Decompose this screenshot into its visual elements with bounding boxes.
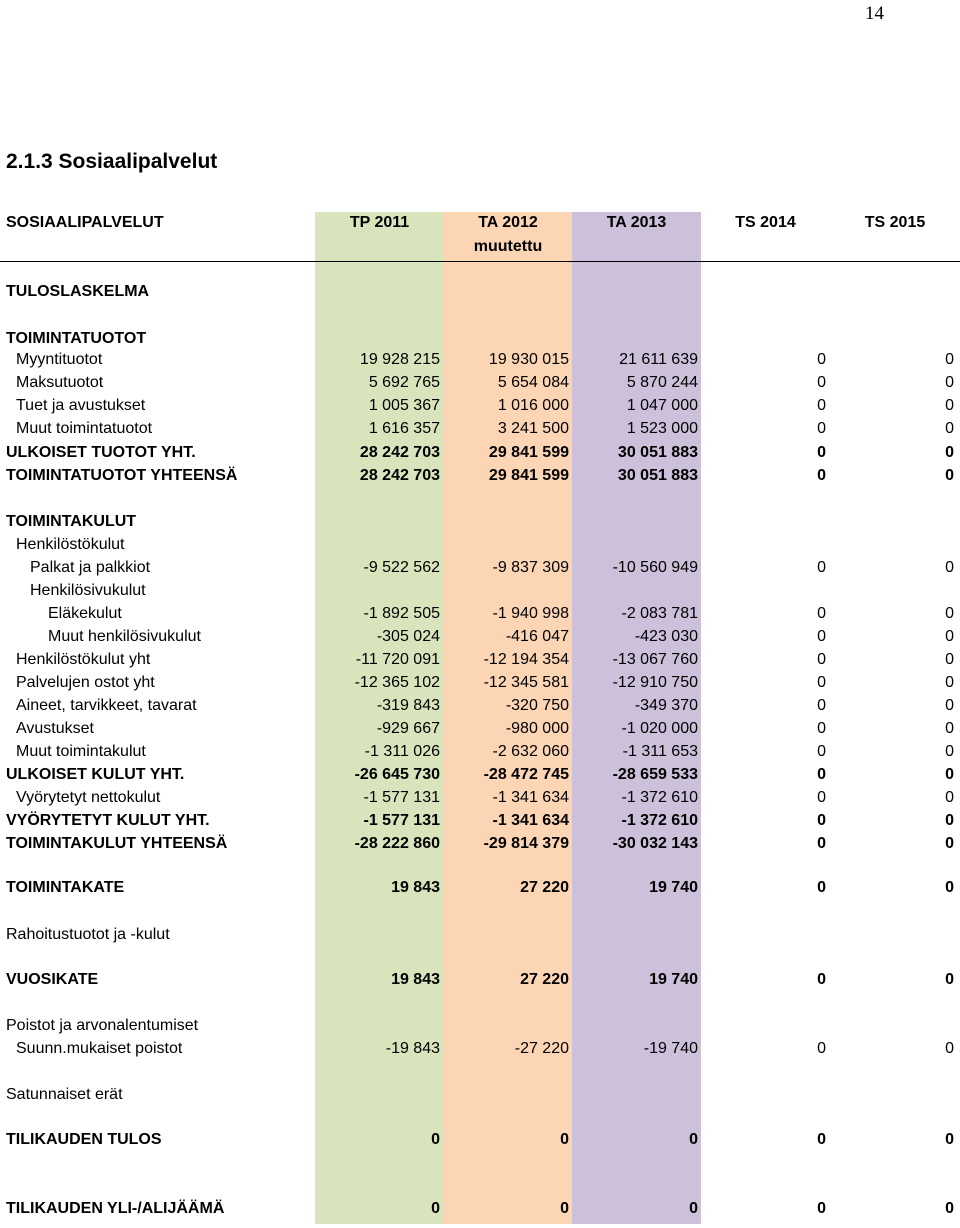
cell-value: 3 241 500 xyxy=(497,420,569,437)
cell-value: 0 xyxy=(945,559,954,576)
cell-value: 19 928 215 xyxy=(359,351,440,368)
cell-value: -19 843 xyxy=(385,1040,440,1057)
cell-value: 0 xyxy=(945,971,954,988)
page-number: 14 xyxy=(865,3,884,24)
cell-value: 0 xyxy=(560,1131,569,1148)
cell-value: 0 xyxy=(817,628,826,645)
cell-value: 0 xyxy=(689,1200,698,1217)
row-label: Muut henkilösivukulut xyxy=(48,628,201,645)
table-row xyxy=(0,534,960,556)
row-label: Rahoitustuotot ja -kulut xyxy=(6,926,170,943)
cell-value: -12 910 750 xyxy=(612,674,698,691)
table-row xyxy=(0,695,960,717)
cell-value: -27 220 xyxy=(514,1040,569,1057)
cell-value: -26 645 730 xyxy=(354,766,440,783)
row-label: VUOSIKATE xyxy=(6,971,99,988)
cell-value: -416 047 xyxy=(505,628,569,645)
cell-value: 19 930 015 xyxy=(488,351,569,368)
cell-value: -28 472 745 xyxy=(483,766,569,783)
cell-value: 19 843 xyxy=(391,879,440,896)
cell-value: -320 750 xyxy=(505,697,569,714)
table-row xyxy=(0,672,960,694)
row-label: Suunn.mukaiset poistot xyxy=(16,1040,183,1057)
cell-value: -19 740 xyxy=(643,1040,698,1057)
cell-value: -30 032 143 xyxy=(612,835,698,852)
cell-value: 29 841 599 xyxy=(488,467,569,484)
cell-value: -929 667 xyxy=(376,720,440,737)
cell-value: 0 xyxy=(817,444,826,461)
cell-value: 0 xyxy=(945,789,954,806)
column-header-ta-2013: TA 2013 xyxy=(606,214,667,231)
cell-value: 27 220 xyxy=(520,971,569,988)
row-label: Myyntituotot xyxy=(16,351,103,368)
cell-value: 0 xyxy=(945,766,954,783)
row-label: Satunnaiset erät xyxy=(6,1086,123,1103)
table-row xyxy=(0,924,960,946)
cell-value: 0 xyxy=(945,743,954,760)
cell-value: 0 xyxy=(817,397,826,414)
cell-value: 0 xyxy=(945,420,954,437)
cell-value: -1 940 998 xyxy=(492,605,569,622)
cell-value: 0 xyxy=(431,1200,440,1217)
row-label: Muut toimintakulut xyxy=(16,743,146,760)
cell-value: 0 xyxy=(431,1131,440,1148)
cell-value: 0 xyxy=(817,374,826,391)
cell-value: 0 xyxy=(817,674,826,691)
cell-value: 1 616 357 xyxy=(368,420,440,437)
cell-value: -1 577 131 xyxy=(363,789,440,806)
table-row xyxy=(0,281,960,303)
cell-value: -305 024 xyxy=(376,628,440,645)
cell-value: 0 xyxy=(945,674,954,691)
row-label: Aineet, tarvikkeet, tavarat xyxy=(16,697,197,714)
table-row xyxy=(0,626,960,648)
cell-value: -12 345 581 xyxy=(483,674,569,691)
cell-value: 0 xyxy=(817,351,826,368)
cell-value: 19 740 xyxy=(649,971,698,988)
row-label: Vyörytetyt nettokulut xyxy=(16,789,161,806)
cell-value: -423 030 xyxy=(634,628,698,645)
cell-value: 0 xyxy=(817,789,826,806)
column-header-ta-2012: TA 2012 xyxy=(478,214,538,231)
table-row xyxy=(0,1129,960,1151)
cell-value: 0 xyxy=(817,720,826,737)
table-row xyxy=(0,1038,960,1060)
table-row xyxy=(0,764,960,786)
table-row xyxy=(0,810,960,832)
column-subheader-ta-2012: muutettu xyxy=(473,238,543,255)
row-label: Henkilösivukulut xyxy=(30,582,146,599)
table-row xyxy=(0,1198,960,1220)
cell-value: -980 000 xyxy=(505,720,569,737)
table-row xyxy=(0,718,960,740)
cell-value: 0 xyxy=(817,971,826,988)
row-label: TOIMINTAKULUT xyxy=(6,513,137,530)
row-label: Henkilöstökulut yht xyxy=(16,651,151,668)
cell-value: -1 372 610 xyxy=(621,812,698,829)
cell-value: -1 020 000 xyxy=(621,720,698,737)
cell-value: 0 xyxy=(817,835,826,852)
table-row xyxy=(0,603,960,625)
table-row xyxy=(0,349,960,371)
cell-value: 0 xyxy=(817,697,826,714)
table-row xyxy=(0,580,960,602)
cell-value: -1 577 131 xyxy=(363,812,440,829)
cell-value: 0 xyxy=(945,720,954,737)
row-label: VYÖRYTETYT KULUT YHT. xyxy=(6,812,210,829)
cell-value: 0 xyxy=(560,1200,569,1217)
row-label: TOIMINTATUOTOT YHTEENSÄ xyxy=(6,467,238,484)
cell-value: 27 220 xyxy=(520,879,569,896)
cell-value: 0 xyxy=(945,1131,954,1148)
row-label: TOIMINTATUOTOT xyxy=(6,330,147,347)
cell-value: 0 xyxy=(945,397,954,414)
cell-value: 5 654 084 xyxy=(497,374,569,391)
cell-value: 0 xyxy=(945,651,954,668)
cell-value: 0 xyxy=(689,1131,698,1148)
cell-value: -9 522 562 xyxy=(363,559,440,576)
cell-value: 0 xyxy=(817,420,826,437)
cell-value: 30 051 883 xyxy=(617,444,698,461)
cell-value: 0 xyxy=(945,812,954,829)
table-row xyxy=(0,328,960,350)
row-label: Tuet ja avustukset xyxy=(16,397,146,414)
cell-value: -10 560 949 xyxy=(612,559,698,576)
column-header-ts-2014: TS 2014 xyxy=(735,214,796,231)
cell-value: -28 659 533 xyxy=(612,766,698,783)
row-label: TILIKAUDEN TULOS xyxy=(6,1131,162,1148)
row-label: TULOSLASKELMA xyxy=(6,283,150,300)
row-label: Henkilöstökulut xyxy=(16,536,125,553)
cell-value: 5 870 244 xyxy=(626,374,698,391)
cell-value: 0 xyxy=(817,651,826,668)
cell-value: 0 xyxy=(817,812,826,829)
row-label: TOIMINTAKATE xyxy=(6,879,125,896)
row-label: Eläkekulut xyxy=(48,605,122,622)
cell-value: -2 632 060 xyxy=(492,743,569,760)
table-row xyxy=(0,787,960,809)
cell-value: 0 xyxy=(817,743,826,760)
header-divider xyxy=(0,261,960,262)
cell-value: 0 xyxy=(817,1131,826,1148)
cell-value: 0 xyxy=(945,467,954,484)
cell-value: 0 xyxy=(945,444,954,461)
section-title: 2.1.3 Sosiaalipalvelut xyxy=(6,150,218,173)
cell-value: -12 194 354 xyxy=(483,651,569,668)
cell-value: -319 843 xyxy=(376,697,440,714)
cell-value: -29 814 379 xyxy=(483,835,569,852)
table-row xyxy=(0,465,960,487)
cell-value: -13 067 760 xyxy=(612,651,698,668)
table-row xyxy=(0,833,960,855)
table-row xyxy=(0,372,960,394)
cell-value: -349 370 xyxy=(634,697,698,714)
cell-value: 0 xyxy=(817,766,826,783)
cell-value: 0 xyxy=(817,559,826,576)
row-label: TILIKAUDEN YLI-/ALIJÄÄMÄ xyxy=(6,1200,225,1217)
cell-value: 0 xyxy=(817,605,826,622)
table-row xyxy=(0,1084,960,1106)
cell-value: 30 051 883 xyxy=(617,467,698,484)
cell-value: -12 365 102 xyxy=(354,674,440,691)
cell-value: 0 xyxy=(945,605,954,622)
cell-value: -28 222 860 xyxy=(354,835,440,852)
table-row xyxy=(0,395,960,417)
cell-value: 0 xyxy=(945,835,954,852)
row-label: Muut toimintatuotot xyxy=(16,420,153,437)
cell-value: 29 841 599 xyxy=(488,444,569,461)
cell-value: 0 xyxy=(817,1040,826,1057)
table-row xyxy=(0,649,960,671)
cell-value: -2 083 781 xyxy=(621,605,698,622)
row-label: Avustukset xyxy=(16,720,94,737)
cell-value: -1 372 610 xyxy=(621,789,698,806)
cell-value: 28 242 703 xyxy=(359,467,440,484)
cell-value: 0 xyxy=(945,697,954,714)
cell-value: 28 242 703 xyxy=(359,444,440,461)
cell-value: 0 xyxy=(945,1200,954,1217)
cell-value: 0 xyxy=(817,1200,826,1217)
cell-value: -1 311 026 xyxy=(364,743,440,760)
cell-value: -1 892 505 xyxy=(363,605,440,622)
cell-value: 1 016 000 xyxy=(497,397,569,414)
cell-value: 21 611 639 xyxy=(619,351,698,368)
cell-value: -11 720 091 xyxy=(355,651,440,668)
cell-value: -1 311 653 xyxy=(622,743,698,760)
cell-value: 1 523 000 xyxy=(626,420,698,437)
row-label: Maksutuotot xyxy=(16,374,104,391)
row-label: TOIMINTAKULUT YHTEENSÄ xyxy=(6,835,228,852)
cell-value: 19 740 xyxy=(649,879,698,896)
table-row xyxy=(0,557,960,579)
cell-value: -9 837 309 xyxy=(492,559,569,576)
cell-value: 1 005 367 xyxy=(368,397,440,414)
row-label: ULKOISET TUOTOT YHT. xyxy=(6,444,196,461)
cell-value: -1 341 634 xyxy=(492,789,569,806)
cell-value: 0 xyxy=(945,351,954,368)
cell-value: -1 341 634 xyxy=(492,812,569,829)
table-row xyxy=(0,418,960,440)
table-row xyxy=(0,511,960,533)
column-header-ts-2015: TS 2015 xyxy=(864,214,926,231)
cell-value: 0 xyxy=(945,1040,954,1057)
table-row xyxy=(0,741,960,763)
table-row xyxy=(0,969,960,991)
cell-value: 1 047 000 xyxy=(626,397,698,414)
cell-value: 0 xyxy=(945,628,954,645)
table-title: SOSIAALIPALVELUT xyxy=(6,214,164,231)
row-label: ULKOISET KULUT YHT. xyxy=(6,766,185,783)
cell-value: 0 xyxy=(945,374,954,391)
cell-value: 0 xyxy=(945,879,954,896)
table-row xyxy=(0,1015,960,1037)
cell-value: 19 843 xyxy=(391,971,440,988)
column-header-tp-2011: TP 2011 xyxy=(349,214,410,231)
table-row xyxy=(0,442,960,464)
row-label: Poistot ja arvonalentumiset xyxy=(6,1017,199,1034)
cell-value: 5 692 765 xyxy=(368,374,440,391)
table-row xyxy=(0,877,960,899)
row-label: Palkat ja palkkiot xyxy=(30,559,151,576)
cell-value: 0 xyxy=(817,879,826,896)
cell-value: 0 xyxy=(817,467,826,484)
row-label: Palvelujen ostot yht xyxy=(16,674,155,691)
